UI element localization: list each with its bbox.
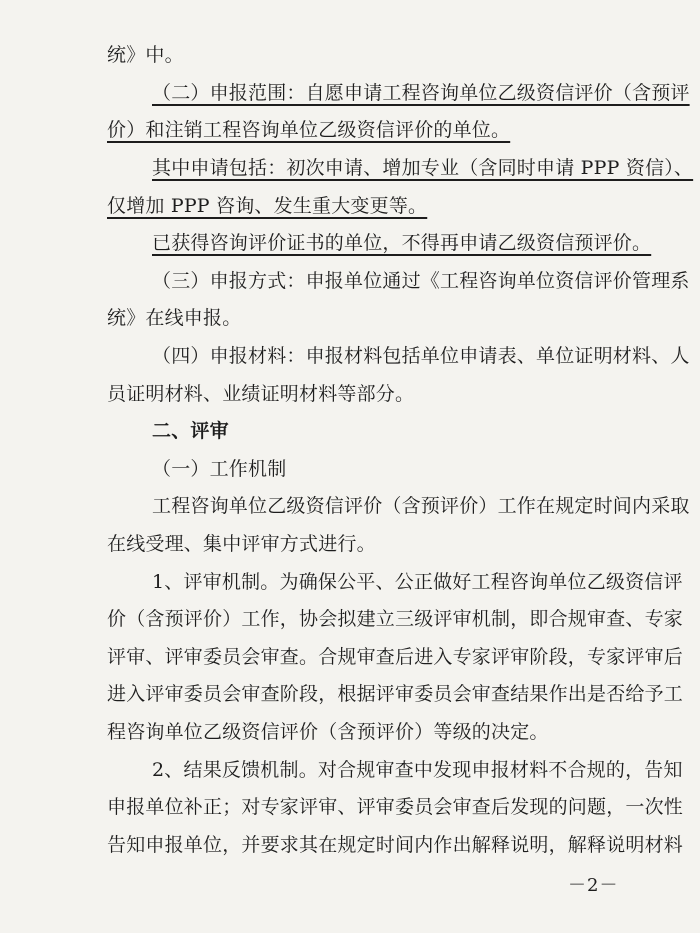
text-line: 告知申报单位，并要求其在规定时间内作出解释说明，解释说明材料 xyxy=(107,834,684,856)
text-line: 已获得咨询评价证书的单位，不得再申请乙级资信预评价。 xyxy=(152,232,652,254)
text-line: 价（含预评价）工作，协会拟建立三级评审机制，即合规审查、专家 xyxy=(107,608,684,630)
text-line: 1、评审机制。为确保公平、公正做好工程咨询单位乙级资信评 xyxy=(152,571,683,593)
text-line: 在线受理、集中评审方式进行。 xyxy=(107,533,376,555)
text-line: 员证明材料、业绩证明材料等部分。 xyxy=(107,383,415,405)
text-line: 评审、评审委员会审查。合规审查后进入专家评审阶段，专家评审后 xyxy=(107,646,684,668)
text-line: 仅增加 PPP 咨询、发生重大变更等。 xyxy=(107,195,428,217)
text-line: （四）申报材料：申报材料包括单位申请表、单位证明材料、人 xyxy=(152,345,690,367)
text-line: 价）和注销工程咨询单位乙级资信评价的单位。 xyxy=(107,119,511,141)
text-line: 统》在线申报。 xyxy=(107,307,242,329)
text-line: 2、结果反馈机制。对合规审查中发现申报材料不合规的，告知 xyxy=(152,759,683,781)
text-line: （三）申报方式：申报单位通过《工程咨询单位资信评价管理系 xyxy=(152,270,690,292)
text-line: 其中申请包括：初次申请、增加专业（含同时申请 PPP 资信）、 xyxy=(152,157,694,179)
page-number: －2－ xyxy=(568,875,619,896)
text-line: （二）申报范围：自愿申请工程咨询单位乙级资信评价（含预评 xyxy=(152,82,690,104)
text-line: 申报单位补正；对专家评审、评审委员会审查后发现的问题，一次性 xyxy=(107,796,684,818)
subsection-heading: （一）工作机制 xyxy=(152,458,287,480)
section-heading: 二、评审 xyxy=(152,420,229,442)
text-line: 统》中。 xyxy=(107,44,184,66)
text-line: 进入评审委员会审查阶段，根据评审委员会审查结果作出是否给予工 xyxy=(107,683,684,705)
text-line: 程咨询单位乙级资信评价（含预评价）等级的决定。 xyxy=(107,721,549,743)
text-line: 工程咨询单位乙级资信评价（含预评价）工作在规定时间内采取 xyxy=(152,495,690,517)
